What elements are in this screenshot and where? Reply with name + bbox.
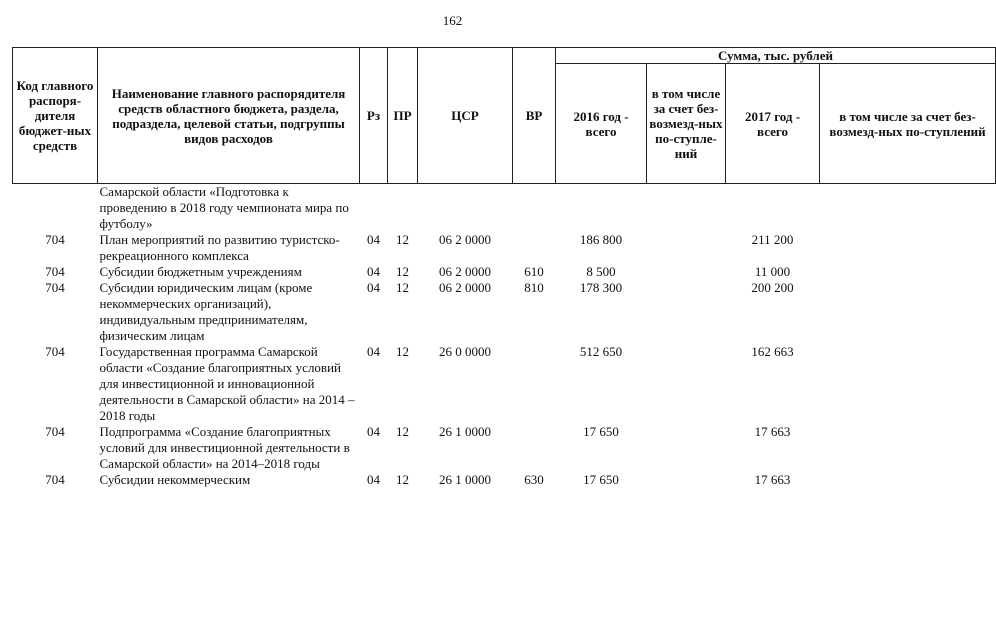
cell-vr: 810 <box>524 280 544 295</box>
cell-code: 704 <box>45 280 65 295</box>
cell-code: 704 <box>45 264 65 279</box>
cell-code: 704 <box>45 472 65 487</box>
cell-name: Государственная программа Самарской области «Создание благоприятных условий для инвестиционной и инновационной деятельности в Самарской области» на 2014 – 2018 годы <box>99 344 355 423</box>
cell-2017-free <box>820 424 996 472</box>
cell-2016-free <box>647 424 726 472</box>
cell-2017-total <box>726 184 820 233</box>
table-row <box>13 264 996 280</box>
header-2017-free: в том числе за счет без-возмезд-ных по-ступлений <box>820 64 996 184</box>
cell-rz: 04 <box>367 264 380 279</box>
cell-2016-total: 17 650 <box>583 472 619 487</box>
cell-code: 704 <box>45 344 65 359</box>
cell-pr: 12 <box>396 424 409 439</box>
cell-2016-total: 178 300 <box>579 280 623 295</box>
cell-vr <box>513 424 556 472</box>
cell-vr: 610 <box>524 264 544 279</box>
cell-2016-total: 186 800 <box>579 232 623 247</box>
cell-pr: 12 <box>396 344 409 359</box>
table-row <box>13 424 996 472</box>
header-2016-free: в том числе за счет без-возмезд-ных по-ступле-ний <box>647 64 726 184</box>
cell-2016-total: 8 500 <box>586 264 616 279</box>
table-row <box>13 232 996 264</box>
header-sum-group: Сумма, тыс. рублей <box>556 48 996 64</box>
cell-2016-free <box>647 264 726 280</box>
header-name: Наименование главного распорядителя средств областного бюджета, раздела, подраздела, целевой статьи, подгруппы видов расходов <box>98 48 360 184</box>
cell-csr: 26 1 0000 <box>439 424 491 439</box>
header-vr: ВР <box>513 48 556 184</box>
cell-2016-free <box>647 184 726 233</box>
header-code: Код главного распоря-дителя бюджет-ных средств <box>13 48 98 184</box>
cell-code: 704 <box>45 424 65 439</box>
cell-vr: 630 <box>524 472 544 487</box>
table-row <box>13 344 996 424</box>
cell-2017-total: 17 663 <box>754 424 791 439</box>
cell-rz: 04 <box>367 424 380 439</box>
cell-rz <box>360 184 388 233</box>
cell-2016-free <box>647 344 726 424</box>
cell-2016-total: 17 650 <box>583 424 619 439</box>
cell-2017-total: 17 663 <box>754 472 791 487</box>
cell-csr: 06 2 0000 <box>439 280 491 295</box>
cell-2017-free <box>820 344 996 424</box>
cell-2017-total: 11 000 <box>754 264 791 279</box>
cell-name: Субсидии бюджетным учреждениям <box>99 264 302 279</box>
cell-pr: 12 <box>396 280 409 295</box>
cell-name: План мероприятий по развитию туристско-рекреационного комплекса <box>99 232 340 263</box>
cell-name: Субсидии некоммерческим <box>99 472 251 487</box>
table-row <box>13 472 996 488</box>
cell-pr <box>388 184 418 233</box>
cell-pr: 12 <box>396 472 409 487</box>
cell-2017-free <box>820 280 996 344</box>
cell-2017-free <box>820 232 996 264</box>
cell-2017-total: 200 200 <box>751 280 794 295</box>
cell-2016-total <box>556 184 647 233</box>
cell-2017-total: 162 663 <box>751 344 794 359</box>
cell-rz: 04 <box>367 472 380 487</box>
cell-rz: 04 <box>367 344 380 359</box>
cell-code: 704 <box>45 232 65 247</box>
header-rz: Рз <box>360 48 388 184</box>
header-2016-total: 2016 год - всего <box>556 64 647 184</box>
cell-name: Подпрограмма «Создание благоприятных условий для инвестиционной деятельности в Самарской области» на 2014–2018 годы <box>99 424 350 471</box>
table-body <box>13 184 996 489</box>
cell-2017-free <box>820 264 996 280</box>
cell-vr <box>513 184 556 233</box>
table-row <box>13 184 996 233</box>
budget-table <box>12 47 996 488</box>
header-csr: ЦСР <box>418 48 513 184</box>
cell-2017-free <box>820 184 996 233</box>
cell-2016-free <box>647 472 726 488</box>
cell-rz: 04 <box>367 232 380 247</box>
header-pr: ПР <box>388 48 418 184</box>
table-row <box>13 280 996 344</box>
cell-csr: 26 1 0000 <box>439 472 491 487</box>
cell-2016-total: 512 650 <box>579 344 623 359</box>
cell-name: Самарской области «Подготовка к проведению в 2018 году чемпионата мира по футболу» <box>99 184 349 231</box>
cell-pr: 12 <box>396 232 409 247</box>
cell-vr <box>513 344 556 424</box>
cell-rz: 04 <box>367 280 380 295</box>
table-header <box>13 48 996 184</box>
cell-csr: 06 2 0000 <box>439 232 491 247</box>
cell-pr: 12 <box>396 264 409 279</box>
cell-2016-free <box>647 232 726 264</box>
cell-csr: 06 2 0000 <box>439 264 491 279</box>
cell-code <box>13 184 98 233</box>
header-2017-total: 2017 год - всего <box>726 64 820 184</box>
cell-csr <box>418 184 513 233</box>
page-number: 162 <box>442 13 463 28</box>
cell-name: Субсидии юридическим лицам (кроме некоммерческих организаций), индивидуальным предпринимателям, физическим лицам <box>99 280 313 343</box>
cell-2016-free <box>647 280 726 344</box>
cell-2017-total: 211 200 <box>751 232 794 247</box>
cell-2017-free <box>820 472 996 488</box>
cell-vr <box>513 232 556 264</box>
cell-csr: 26 0 0000 <box>439 344 491 359</box>
